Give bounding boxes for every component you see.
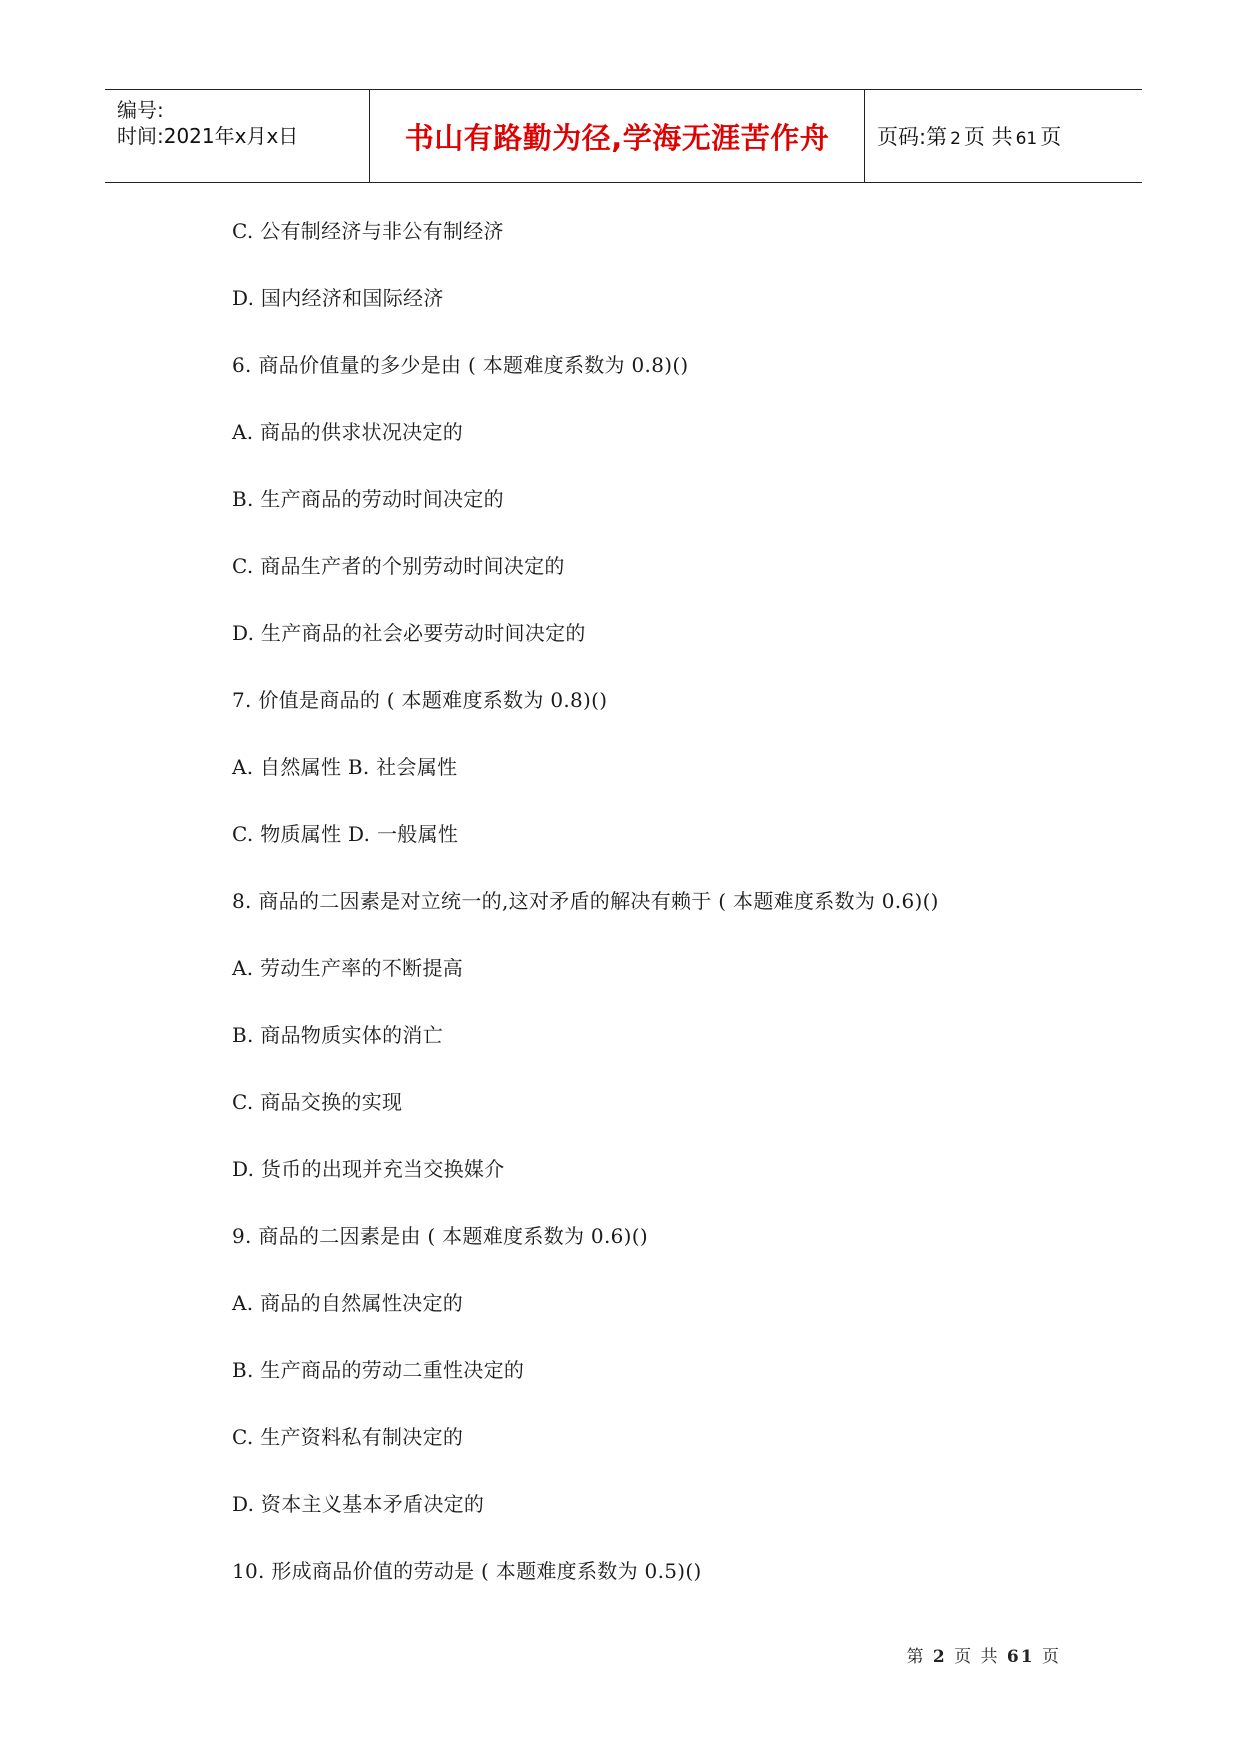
header-page-cell bbox=[865, 90, 1142, 182]
text-line: C. 商品交换的实现 bbox=[232, 1090, 403, 1114]
text-line: 8. 商品的二因素是对立统一的,这对矛盾的解决有赖于 ( 本题难度系数为 0.6)() bbox=[232, 889, 939, 913]
footer-suffix: 页 bbox=[1042, 1647, 1061, 1667]
footer-middle: 页 共 bbox=[954, 1647, 1000, 1667]
text-line: 7. 价值是商品的 ( 本题难度系数为 0.8)() bbox=[232, 688, 608, 712]
text-line: 10. 形成商品价值的劳动是 ( 本题难度系数为 0.5)() bbox=[232, 1559, 702, 1583]
text-line: A. 商品的供求状况决定的 bbox=[232, 420, 464, 444]
text-line: C. 商品生产者的个别劳动时间决定的 bbox=[232, 554, 565, 578]
question-content bbox=[232, 216, 1112, 1623]
text-line: A. 自然属性 B. 社会属性 bbox=[232, 755, 458, 779]
text-line: D. 国内经济和国际经济 bbox=[232, 286, 444, 310]
header-page-suffix: 页 bbox=[1040, 125, 1062, 149]
page-footer bbox=[906, 1642, 1061, 1667]
header-page-prefix: 页码:第 bbox=[877, 125, 948, 149]
text-line: C. 生产资料私有制决定的 bbox=[232, 1425, 464, 1449]
header-page-middle: 页 共 bbox=[963, 125, 1013, 149]
text-line: A. 劳动生产率的不断提高 bbox=[232, 956, 464, 980]
header-page-total: 61 bbox=[1015, 129, 1038, 149]
text-line: B. 商品物质实体的消亡 bbox=[232, 1023, 444, 1047]
text-line: D. 生产商品的社会必要劳动时间决定的 bbox=[232, 621, 586, 645]
document-time-label: 时间:2021年x月x日 bbox=[117, 124, 299, 148]
footer-prefix: 第 bbox=[906, 1647, 926, 1667]
text-line: D. 货币的出现并充当交换媒介 bbox=[232, 1157, 505, 1181]
footer-page-total: 61 bbox=[1006, 1647, 1035, 1667]
header-page-code bbox=[877, 121, 1061, 151]
header-motto: 书山有路勤为径,学海无涯苦作舟 bbox=[404, 120, 830, 155]
header-motto-cell bbox=[370, 90, 865, 182]
page-header bbox=[105, 89, 1142, 183]
header-page-current: 2 bbox=[950, 129, 961, 149]
text-line: B. 生产商品的劳动二重性决定的 bbox=[232, 1358, 525, 1382]
text-line: A. 商品的自然属性决定的 bbox=[232, 1291, 464, 1315]
text-line: 9. 商品的二因素是由 ( 本题难度系数为 0.6)() bbox=[232, 1224, 648, 1248]
document-number-label: 编号: bbox=[117, 98, 164, 122]
text-line: B. 生产商品的劳动时间决定的 bbox=[232, 487, 504, 511]
text-line: C. 公有制经济与非公有制经济 bbox=[232, 219, 504, 243]
footer-page-current: 2 bbox=[932, 1647, 947, 1667]
text-line: C. 物质属性 D. 一般属性 bbox=[232, 822, 459, 846]
header-meta-cell bbox=[105, 90, 370, 182]
text-line: D. 资本主义基本矛盾决定的 bbox=[232, 1492, 485, 1516]
text-line: 6. 商品价值量的多少是由 ( 本题难度系数为 0.8)() bbox=[232, 353, 689, 377]
